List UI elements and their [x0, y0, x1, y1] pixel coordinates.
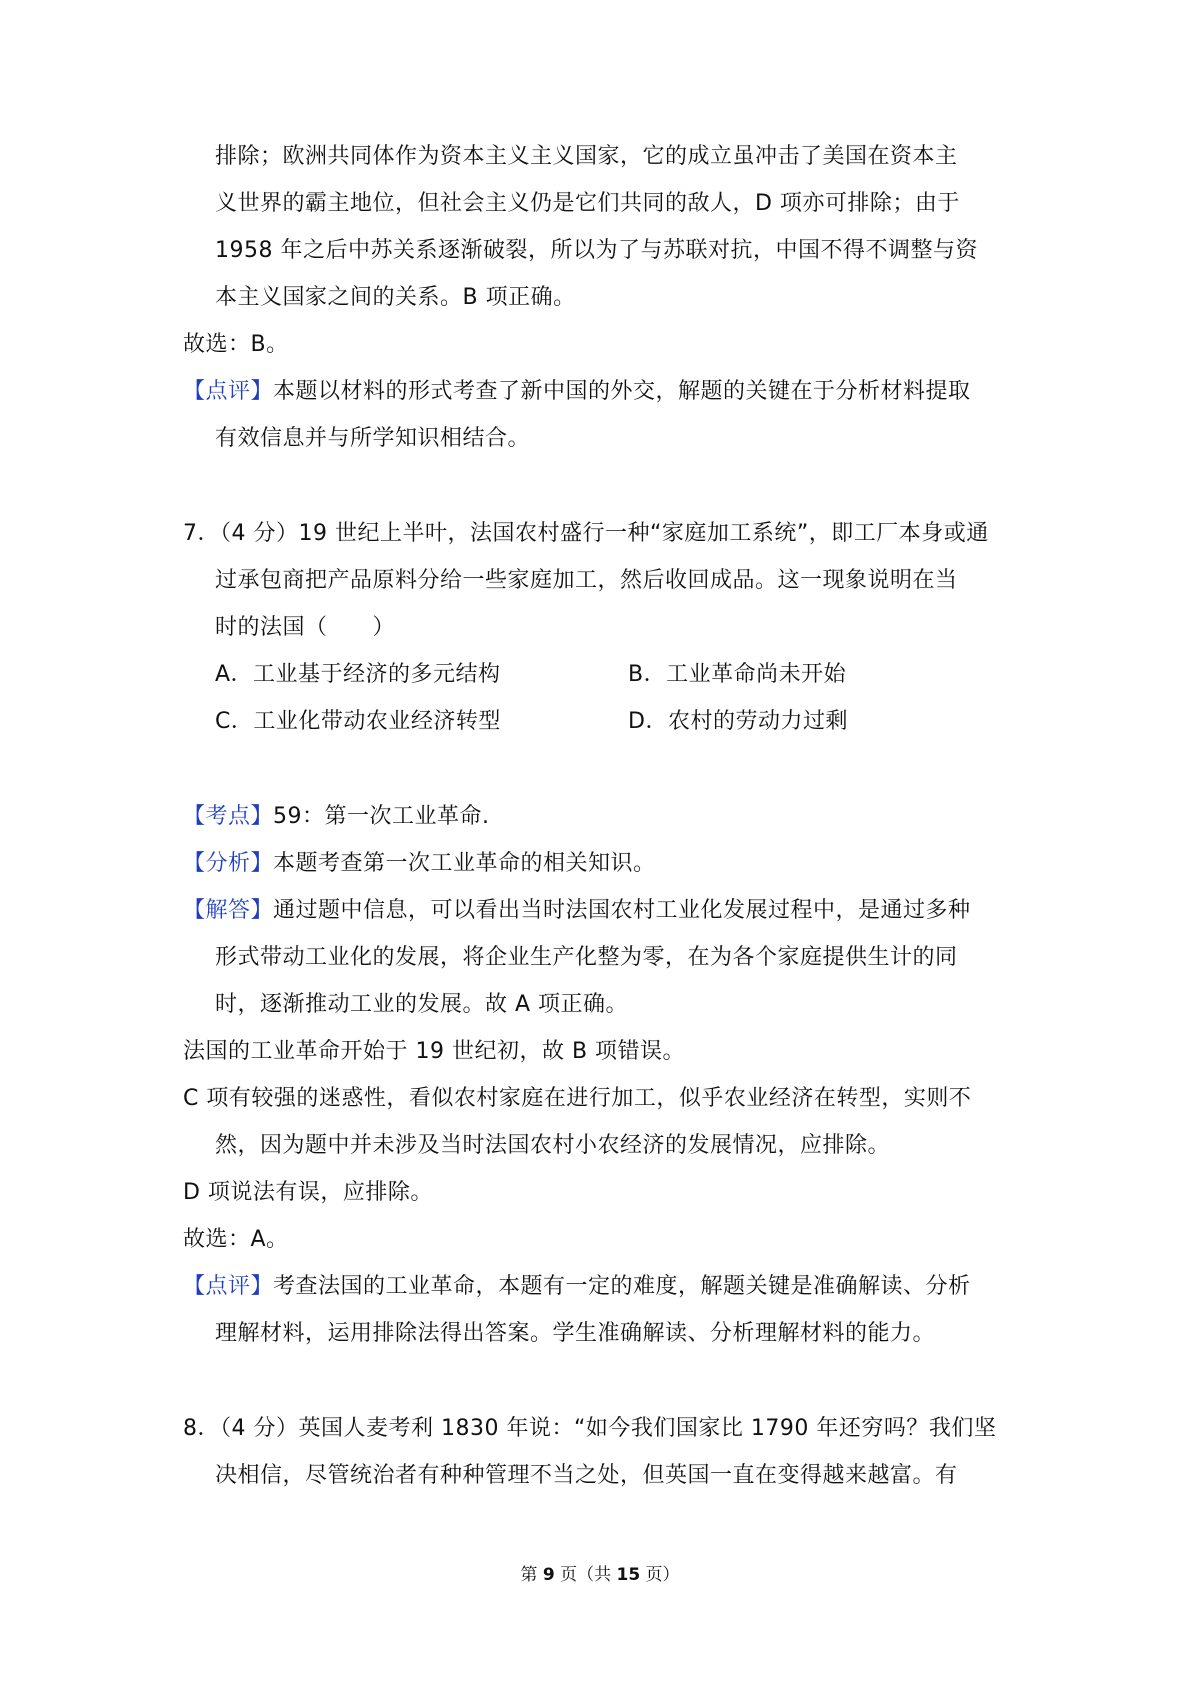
kaodian-text: 59：第一次工业革命.	[273, 804, 490, 829]
fenxi-line	[183, 849, 656, 879]
text-line: 然，因为题中并未涉及当时法国农村小农经济的发展情况，应排除。	[215, 1133, 891, 1158]
question-7-stem: 7．（4 分）19 世纪上半叶，法国农村盛行一种“家庭加工系统”，即工厂本身或通	[183, 521, 989, 546]
text-line: 法国的工业革命开始于 19 世纪初，故 B 项错误。	[183, 1039, 686, 1064]
text-line: 1958 年之后中苏关系逐渐破裂，所以为了与苏联对抗，中国不得不调整与资	[215, 238, 978, 263]
page-footer	[0, 1560, 1200, 1585]
review-text: 考查法国的工业革命，本题有一定的难度，解题关键是准确解读、分析	[273, 1274, 971, 1299]
kaodian-line	[183, 802, 490, 832]
text-line: D 项说法有误，应排除。	[183, 1180, 433, 1205]
text-line: 形式带动工业化的发展，将企业生产化整为零，在为各个家庭提供生计的同	[215, 945, 958, 970]
fenxi-tag: 【分析】	[183, 851, 274, 876]
review-tag: 【点评】	[183, 1274, 274, 1299]
jieda-tag: 【解答】	[183, 898, 274, 923]
review-line	[183, 377, 971, 407]
option-a: A．工业基于经济的多元结构	[215, 662, 501, 687]
review-line	[183, 1272, 971, 1302]
text-line: 决相信，尽管统治者有种种管理不当之处，但英国一直在变得越来越富。有	[215, 1463, 958, 1488]
text-line: 排除；欧洲共同体作为资本主义主义国家，它的成立虽冲击了美国在资本主	[215, 144, 958, 169]
footer-prefix: 第	[520, 1565, 543, 1585]
text-line: 本主义国家之间的关系。B 项正确。	[215, 285, 576, 310]
kaodian-tag: 【考点】	[183, 804, 274, 829]
text-line: 时，逐渐推动工业的发展。故 A 项正确。	[215, 992, 629, 1017]
text-line: 有效信息并与所学知识相结合。	[215, 426, 531, 451]
jieda-text: 通过题中信息，可以看出当时法国农村工业化发展过程中，是通过多种	[273, 898, 971, 923]
footer-page-number: 9	[542, 1565, 555, 1585]
answer-line: 故选：B。	[183, 332, 289, 357]
text-line: 理解材料，运用排除法得出答案。学生准确解读、分析理解材料的能力。	[215, 1321, 936, 1346]
option-b: B．工业革命尚未开始	[628, 662, 847, 687]
jieda-line	[183, 896, 971, 926]
option-c: C．工业化带动农业经济转型	[215, 709, 501, 734]
text-line: 过承包商把产品原料分给一些家庭加工，然后收回成品。这一现象说明在当	[215, 568, 958, 593]
footer-total-pages: 15	[616, 1565, 641, 1585]
text-line: 时的法国（ ）	[215, 615, 396, 640]
question-8-stem: 8．（4 分）英国人麦考利 1830 年说：“如今我们国家比 1790 年还穷吗？我们坚	[183, 1416, 997, 1441]
text-line: C 项有较强的迷惑性，看似农村家庭在进行加工，似乎农业经济在转型，实则不	[183, 1086, 972, 1111]
text-line: 义世界的霸主地位，但社会主义仍是它们共同的敌人，D 项亦可排除；由于	[215, 191, 960, 216]
option-d: D．农村的劳动力过剩	[628, 709, 848, 734]
fenxi-text: 本题考查第一次工业革命的相关知识。	[273, 851, 656, 876]
review-tag: 【点评】	[183, 379, 274, 404]
footer-suffix: 页）	[640, 1565, 680, 1585]
answer-line: 故选：A。	[183, 1227, 289, 1252]
footer-middle: 页（共	[554, 1565, 617, 1585]
review-text: 本题以材料的形式考查了新中国的外交，解题的关键在于分析材料提取	[273, 379, 971, 404]
